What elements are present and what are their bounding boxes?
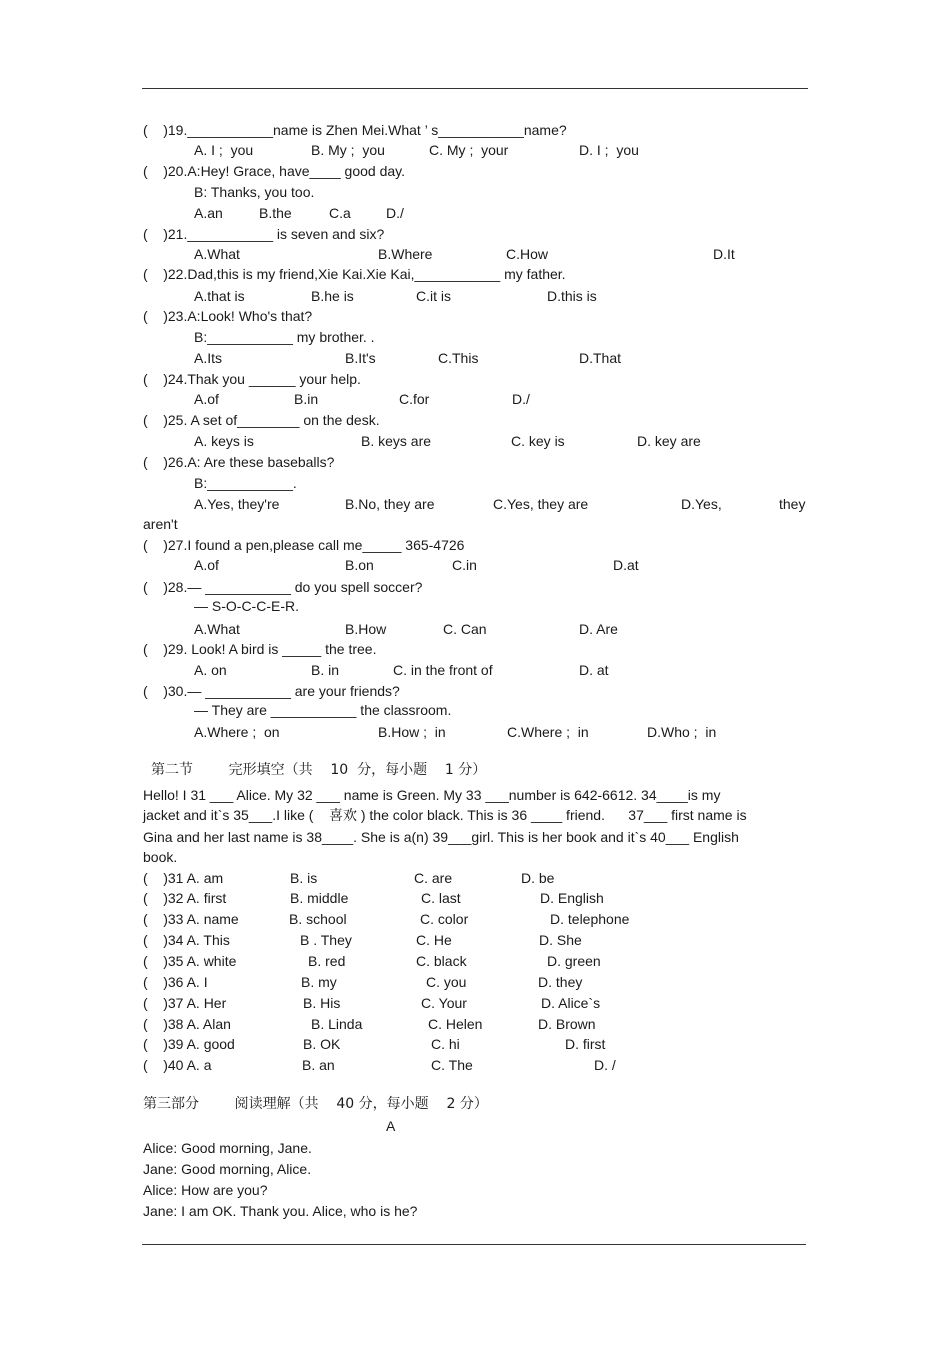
question-21-stem: ( )21.___________ is seven and six? — [143, 226, 385, 242]
q19-option-a: A. I ; you — [194, 142, 254, 158]
question-20-stem: ( )20.A:Hey! Grace, have____ good day. — [143, 163, 406, 179]
bottom-rule — [142, 1244, 806, 1245]
cloze-37-c: C. Your — [421, 995, 467, 1011]
question-20-line2: B: Thanks, you too. — [194, 184, 315, 200]
q27-option-d: D.at — [613, 557, 639, 573]
question-30-stem: ( )30.— ___________ are your friends? — [143, 683, 400, 699]
question-28-line2: — S-O-C-C-E-R. — [194, 598, 299, 614]
cloze-item-31: ( )31 A. am — [143, 870, 224, 886]
question-27-stem: ( )27.I found a pen,please call me_____ 365-4726 — [143, 537, 465, 553]
q22-option-a: A.that is — [194, 288, 245, 304]
cloze-36-d: D. they — [538, 974, 583, 990]
q29-option-a: A. on — [194, 662, 227, 678]
q26-option-c: C.Yes, they are — [493, 496, 589, 512]
cloze-passage-line-3: Gina and her last name is 38____. She is a(n) 39___girl. This is her book and it`s 40___ English — [143, 829, 739, 845]
cloze-33-b: B. school — [289, 911, 347, 927]
question-26-stem: ( )26.A: Are these baseballs? — [143, 454, 335, 470]
q20-option-a: A.an — [194, 205, 223, 221]
cloze-33-c: C. color — [420, 911, 469, 927]
cloze-38-c: C. Helen — [428, 1016, 483, 1032]
dialogue-line-2: Jane: Good morning, Alice. — [143, 1161, 312, 1177]
cloze-32-c: C. last — [421, 890, 461, 906]
q26-option-a: A.Yes, they're — [194, 496, 280, 512]
cloze-32-d: D. English — [540, 890, 604, 906]
q25-option-b: B. keys are — [361, 433, 432, 449]
cloze-38-d: D. Brown — [538, 1016, 596, 1032]
cloze-31-b: B. is — [290, 870, 318, 886]
q23-option-a: A.Its — [194, 350, 223, 366]
q28-option-a: A.What — [194, 621, 240, 637]
cloze-38-b: B. Linda — [311, 1016, 363, 1032]
q26-option-b: B.No, they are — [345, 496, 435, 512]
cloze-35-b: B. red — [308, 953, 346, 969]
cloze-item-37: ( )37 A. Her — [143, 995, 227, 1011]
q22-option-c: C.it is — [416, 288, 451, 304]
q27-option-c: C.in — [452, 557, 477, 573]
q28-option-d: D. Are — [579, 621, 618, 637]
cloze-40-c: C. The — [431, 1057, 473, 1073]
question-30-line2: — They are ___________ the classroom. — [194, 702, 452, 718]
q19-option-b: B. My ; you — [311, 142, 385, 158]
q21-option-d: D.It — [713, 246, 735, 262]
top-rule — [142, 88, 808, 89]
cloze-passage-line-2: jacket and it`s 35___.I like ( 喜欢 ) the color black. This is 36 ____ friend. 37___ first name is — [143, 807, 747, 823]
q23-option-d: D.That — [579, 350, 622, 366]
q29-option-c: C. in the front of — [393, 662, 493, 678]
question-22-stem: ( )22.Dad,this is my friend,Xie Kai.Xie Kai,___________ my father. — [143, 266, 566, 282]
cloze-37-b: B. His — [303, 995, 341, 1011]
question-19-stem: ( )19.___________name is Zhen Mei.What ’ s___________name? — [143, 122, 567, 138]
q27-option-a: A.of — [194, 557, 219, 573]
cloze-item-39: ( )39 A. good — [143, 1036, 235, 1052]
q19-option-c: C. My ; your — [429, 142, 509, 158]
cloze-31-d: D. be — [521, 870, 555, 886]
cloze-passage-line-4: book. — [143, 849, 178, 865]
q24-option-c: C.for — [399, 391, 430, 407]
cloze-34-c: C. He — [416, 932, 452, 948]
cloze-item-34: ( )34 A. This — [143, 932, 230, 948]
cloze-item-32: ( )32 A. first — [143, 890, 227, 906]
cloze-31-c: C. are — [414, 870, 453, 886]
q30-option-d: D.Who ; in — [647, 724, 717, 740]
dialogue-line-4: Jane: I am OK. Thank you. Alice, who is he? — [143, 1203, 418, 1219]
q26-option-d-cont: they — [779, 496, 806, 512]
cloze-40-d: D. / — [594, 1057, 616, 1073]
cloze-35-d: D. green — [547, 953, 601, 969]
cloze-item-35: ( )35 A. white — [143, 953, 237, 969]
q21-option-a: A.What — [194, 246, 240, 262]
q20-option-d: D./ — [386, 205, 404, 221]
q19-option-d: D. I ; you — [579, 142, 639, 158]
q22-option-d: D.this is — [547, 288, 597, 304]
q28-option-b: B.How — [345, 621, 387, 637]
cloze-33-d: D. telephone — [550, 911, 630, 927]
q30-option-a: A.Where ; on — [194, 724, 280, 740]
question-25-stem: ( )25. A set of________ on the desk. — [143, 412, 380, 428]
q21-option-c: C.How — [506, 246, 549, 262]
cloze-item-38: ( )38 A. Alan — [143, 1016, 231, 1032]
cloze-item-40: ( )40 A. a — [143, 1057, 212, 1073]
cloze-39-c: C. hi — [431, 1036, 460, 1052]
question-24-stem: ( )24.Thak you ______ your help. — [143, 371, 361, 387]
q25-option-d: D. key are — [637, 433, 701, 449]
section-2-heading: 第二节 完形填空（共 10 分，每小题 1 分） — [151, 762, 487, 778]
q24-option-b: B.in — [294, 391, 319, 407]
q24-option-a: A.of — [194, 391, 219, 407]
cloze-35-c: C. black — [416, 953, 467, 969]
question-23-line2: B:___________ my brother. . — [194, 329, 375, 345]
q21-option-b: B.Where — [378, 246, 433, 262]
q22-option-b: B.he is — [311, 288, 354, 304]
dialogue-line-3: Alice: How are you? — [143, 1182, 268, 1198]
cloze-39-d: D. first — [565, 1036, 606, 1052]
q26-option-d-wrap: aren't — [143, 516, 178, 532]
q23-option-c: C.This — [438, 350, 479, 366]
q30-option-b: B.How ; in — [378, 724, 446, 740]
cloze-passage-line-1: Hello! I 31 ___ Alice. My 32 ___ name is Green. My 33 ___number is 642-6612. 34____is my — [143, 787, 721, 803]
q28-option-c: C. Can — [443, 621, 487, 637]
question-23-stem: ( )23.A:Look! Who's that? — [143, 308, 313, 324]
cloze-34-b: B . They — [300, 932, 352, 948]
part-3-heading: 第三部分 阅读理解（共 40 分，每小题 2 分） — [143, 1096, 488, 1112]
q25-option-c: C. key is — [511, 433, 565, 449]
cloze-32-b: B. middle — [290, 890, 349, 906]
q26-option-d: D.Yes, — [681, 496, 722, 512]
cloze-39-b: B. OK — [303, 1036, 341, 1052]
q20-option-b: B.the — [259, 205, 292, 221]
q30-option-c: C.Where ; in — [507, 724, 589, 740]
question-28-stem: ( )28.— ___________ do you spell soccer? — [143, 579, 423, 595]
q25-option-a: A. keys is — [194, 433, 254, 449]
question-26-line2: B:___________. — [194, 475, 297, 491]
q27-option-b: B.on — [345, 557, 374, 573]
passage-letter: A — [386, 1118, 396, 1134]
q29-option-b: B. in — [311, 662, 340, 678]
cloze-item-36: ( )36 A. I — [143, 974, 208, 990]
question-29-stem: ( )29. Look! A bird is _____ the tree. — [143, 641, 377, 657]
cloze-40-b: B. an — [302, 1057, 335, 1073]
cloze-item-33: ( )33 A. name — [143, 911, 239, 927]
cloze-37-d: D. Alice`s — [541, 995, 601, 1011]
dialogue-line-1: Alice: Good morning, Jane. — [143, 1140, 312, 1156]
cloze-36-c: C. you — [426, 974, 467, 990]
q29-option-d: D. at — [579, 662, 609, 678]
cloze-34-d: D. She — [539, 932, 582, 948]
q24-option-d: D./ — [512, 391, 530, 407]
cloze-36-b: B. my — [301, 974, 337, 990]
q20-option-c: C.a — [329, 205, 351, 221]
q23-option-b: B.It's — [345, 350, 376, 366]
